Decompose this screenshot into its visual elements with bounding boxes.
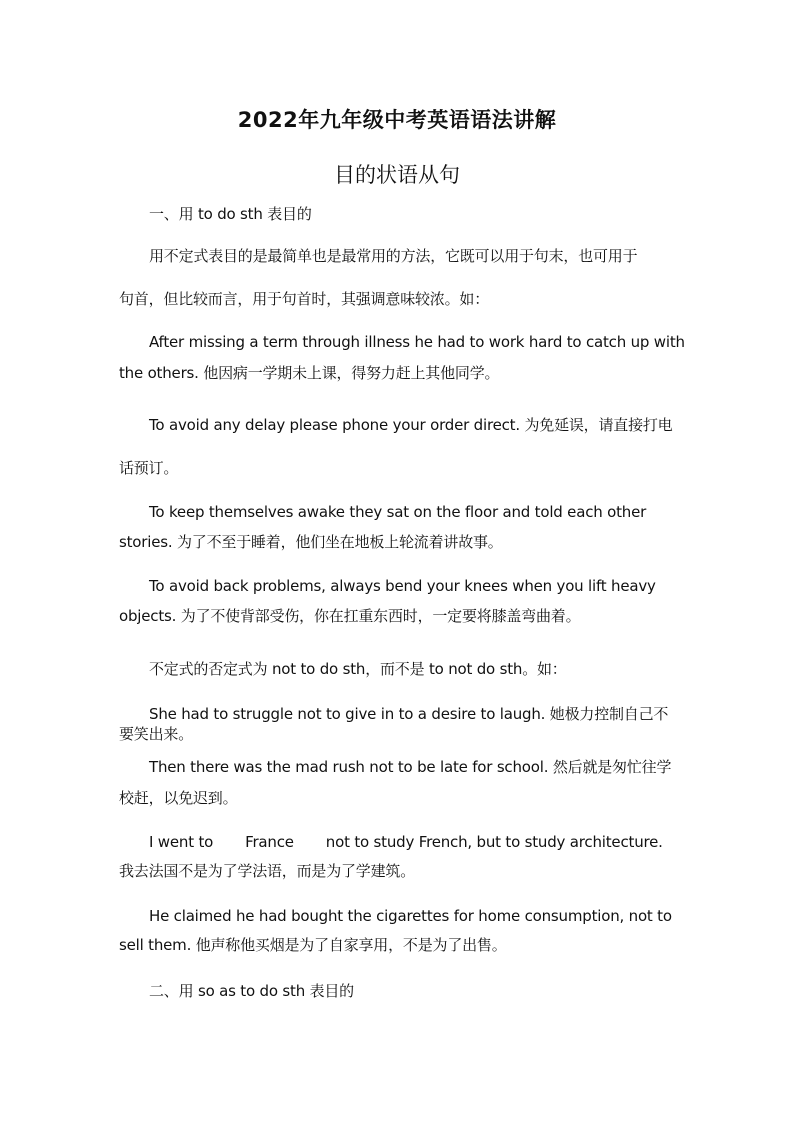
example-sentence: To keep themselves awake they sat on the floor and told each other — [149, 503, 647, 521]
document-subtitle: 目的状语从句 — [334, 163, 460, 187]
example-sentence: After missing a term through illness he had to work hard to catch up with — [149, 333, 685, 351]
example-sentence: 话预订。 — [119, 459, 179, 477]
example-sentence: stories. 为了不至于睡着，他们坐在地板上轮流着讲故事。 — [119, 533, 503, 551]
example-sentence: Then there was the mad rush not to be late for school. 然后就是匆忙往学 — [149, 758, 672, 776]
example-sentence: the others. 他因病一学期未上课，得努力赶上其他同学。 — [119, 364, 500, 382]
example-fragment: France — [245, 833, 294, 851]
example-sentence: To avoid any delay please phone your order direct. 为免延误，请直接打电 — [149, 416, 673, 434]
example-fragment: I went to — [149, 833, 214, 851]
section-heading-1: 一、用 to do sth 表目的 — [149, 205, 312, 223]
example-sentence — [149, 833, 663, 851]
paragraph-line: 句首，但比较而言，用于句首时，其强调意味较浓。如： — [119, 290, 490, 308]
example-sentence: objects. 为了不使背部受伤，你在扛重东西时，一定要将膝盖弯曲着。 — [119, 607, 581, 625]
example-sentence: To avoid back problems, always bend your knees when you lift heavy — [149, 577, 656, 595]
example-sentence: sell them. 他声称他买烟是为了自家享用，不是为了出售。 — [119, 936, 507, 954]
section-heading-2: 二、用 so as to do sth 表目的 — [149, 982, 354, 1000]
example-sentence: She had to struggle not to give in to a desire to laugh. 她极力控制自己不 — [149, 705, 669, 723]
example-fragment: not to study French, but to study architecture. — [325, 833, 663, 851]
example-sentence: 要笑出来。 — [119, 725, 194, 743]
example-sentence: 校赶，以免迟到。 — [119, 789, 238, 807]
document-title: 2022年九年级中考英语语法讲解 — [237, 108, 557, 132]
paragraph-line: 不定式的否定式为 not to do sth，而不是 to not do sth。如： — [149, 660, 567, 678]
paragraph-line: 用不定式表目的是最简单也是最常用的方法，它既可以用于句末，也可用于 — [149, 247, 638, 265]
example-sentence: He claimed he had bought the cigarettes for home consumption, not to — [149, 907, 672, 925]
example-sentence: 我去法国不是为了学法语，而是为了学建筑。 — [119, 862, 416, 880]
